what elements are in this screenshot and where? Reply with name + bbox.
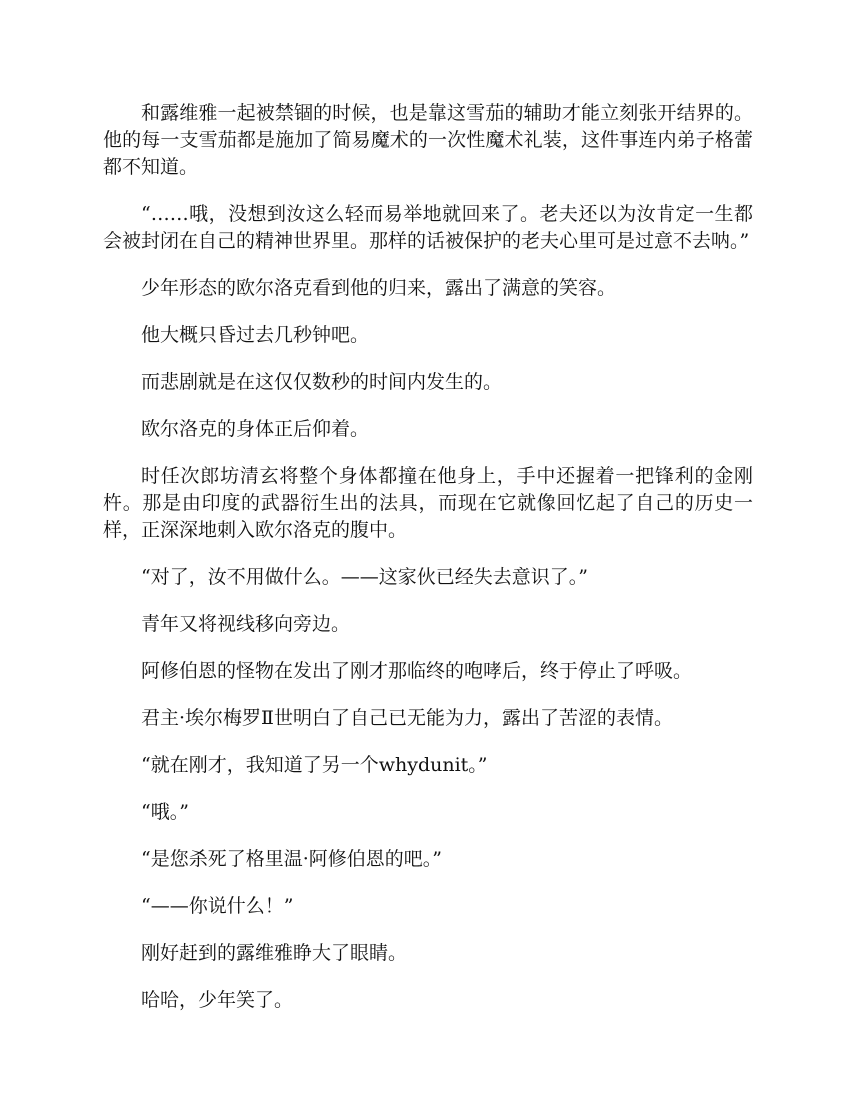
paragraph: 和露维雅一起被禁锢的时候，也是靠这雪茄的辅助才能立刻张开结界的。他的每一支雪茄都是施加了简易魔术的一次性魔术礼装，这件事连内弟子格蕾都不知道。 — [103, 102, 753, 178]
paragraph: 阿修伯恩的怪物在发出了刚才那临终的咆哮后，终于停止了呼吸。 — [141, 660, 693, 682]
paragraph: 刚好赶到的露维雅睁大了眼睛。 — [141, 942, 408, 964]
paragraph: 而悲剧就是在这仅仅数秒的时间内发生的。 — [141, 371, 503, 393]
paragraph: “哦。” — [141, 801, 189, 823]
paragraph: 时任次郎坊清玄将整个身体都撞在他身上，手中还握着一把锋利的金刚杵。那是由印度的武器衍生出的法具，而现在它就像回忆起了自己的历史一样，正深深地刺入欧尔洛克的腹中。 — [103, 465, 753, 541]
paragraph: 哈哈，少年笑了。 — [141, 989, 294, 1011]
paragraph: 少年形态的欧尔洛克看到他的归来，露出了满意的笑容。 — [141, 277, 617, 299]
paragraph: 君主·埃尔梅罗Ⅱ世明白了自己已无能为力，露出了苦涩的表情。 — [141, 707, 673, 729]
paragraph: 他大概只昏过去几秒钟吧。 — [141, 324, 370, 346]
paragraph: “是您杀死了格里温·阿修伯恩的吧。” — [141, 848, 442, 870]
document-body — [103, 100, 753, 1034]
paragraph: “……哦，没想到汝这么轻而易举地就回来了。老夫还以为汝肯定一生都会被封闭在自己的精神世界里。那样的话被保护的老夫心里可是过意不去呐。” — [103, 203, 753, 252]
paragraph: 青年又将视线移向旁边。 — [141, 613, 351, 635]
paragraph: “——你说什么！” — [141, 895, 294, 917]
paragraph: “对了，汝不用做什么。——这家伙已经失去意识了。” — [141, 566, 588, 588]
paragraph: 欧尔洛克的身体正后仰着。 — [141, 418, 370, 440]
paragraph: “就在刚才，我知道了另一个whydunit。” — [141, 754, 488, 776]
